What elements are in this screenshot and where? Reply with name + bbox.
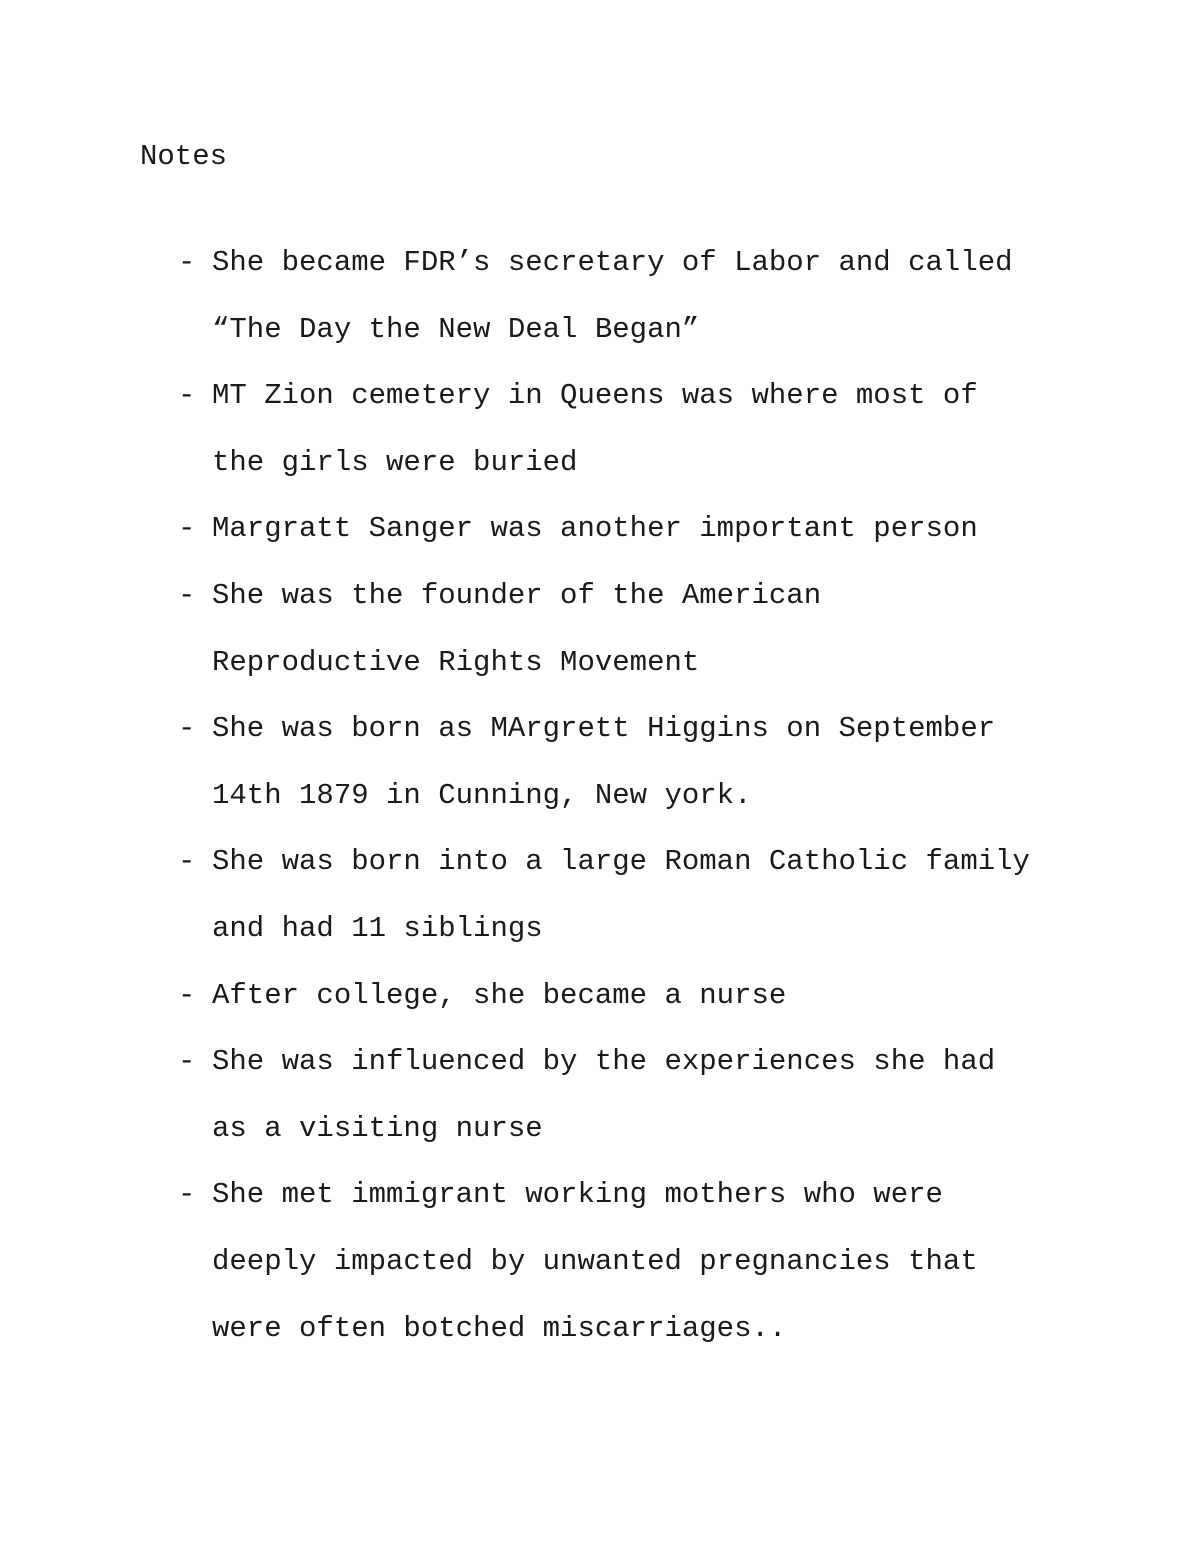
note-line: She became FDR’s secretary of Labor and called	[212, 246, 1013, 279]
note-item	[0, 511, 1112, 578]
bullet-dash: -	[178, 845, 196, 879]
note-item	[0, 978, 1112, 1045]
note-item	[0, 844, 1112, 977]
note-line: After college, she became a nurse	[212, 978, 787, 1012]
note-line: and had 11 siblings	[212, 911, 543, 945]
bullet-dash: -	[178, 246, 196, 279]
bullet-dash: -	[178, 578, 196, 612]
bullet-dash: -	[178, 1178, 196, 1212]
note-item	[0, 245, 1112, 378]
page-title: Notes	[140, 140, 228, 173]
note-item	[0, 1177, 1112, 1377]
note-item	[0, 711, 1112, 844]
note-line: Margratt Sanger was another important person	[212, 512, 978, 546]
note-line: the girls were buried	[212, 445, 578, 479]
bullet-dash: -	[178, 512, 196, 546]
note-line: She met immigrant working mothers who were	[212, 1178, 943, 1212]
note-line: She was the founder of the American	[212, 578, 822, 612]
notes-list	[0, 245, 1112, 1377]
note-line: were often botched miscarriages..	[212, 1311, 787, 1345]
note-item	[0, 378, 1112, 511]
bullet-dash: -	[178, 379, 196, 413]
bullet-dash: -	[178, 978, 196, 1012]
note-line: “The Day the New Deal Began”	[212, 312, 700, 346]
note-line: deeply impacted by unwanted pregnancies that	[212, 1244, 978, 1278]
note-line: She was born as MArgrett Higgins on September	[212, 712, 996, 746]
note-line: MT Zion cemetery in Queens was where most of	[212, 379, 978, 413]
bullet-dash: -	[178, 1045, 196, 1079]
note-line: She was influenced by the experiences she had	[212, 1045, 996, 1079]
note-item	[0, 1044, 1112, 1177]
note-line: She was born into a large Roman Catholic family	[212, 845, 1030, 879]
note-line: as a visiting nurse	[212, 1111, 543, 1145]
bullet-dash: -	[178, 712, 196, 746]
note-line: 14th 1879 in Cunning, New york.	[212, 778, 752, 812]
note-item	[0, 578, 1112, 711]
note-line: Reproductive Rights Movement	[212, 645, 700, 679]
